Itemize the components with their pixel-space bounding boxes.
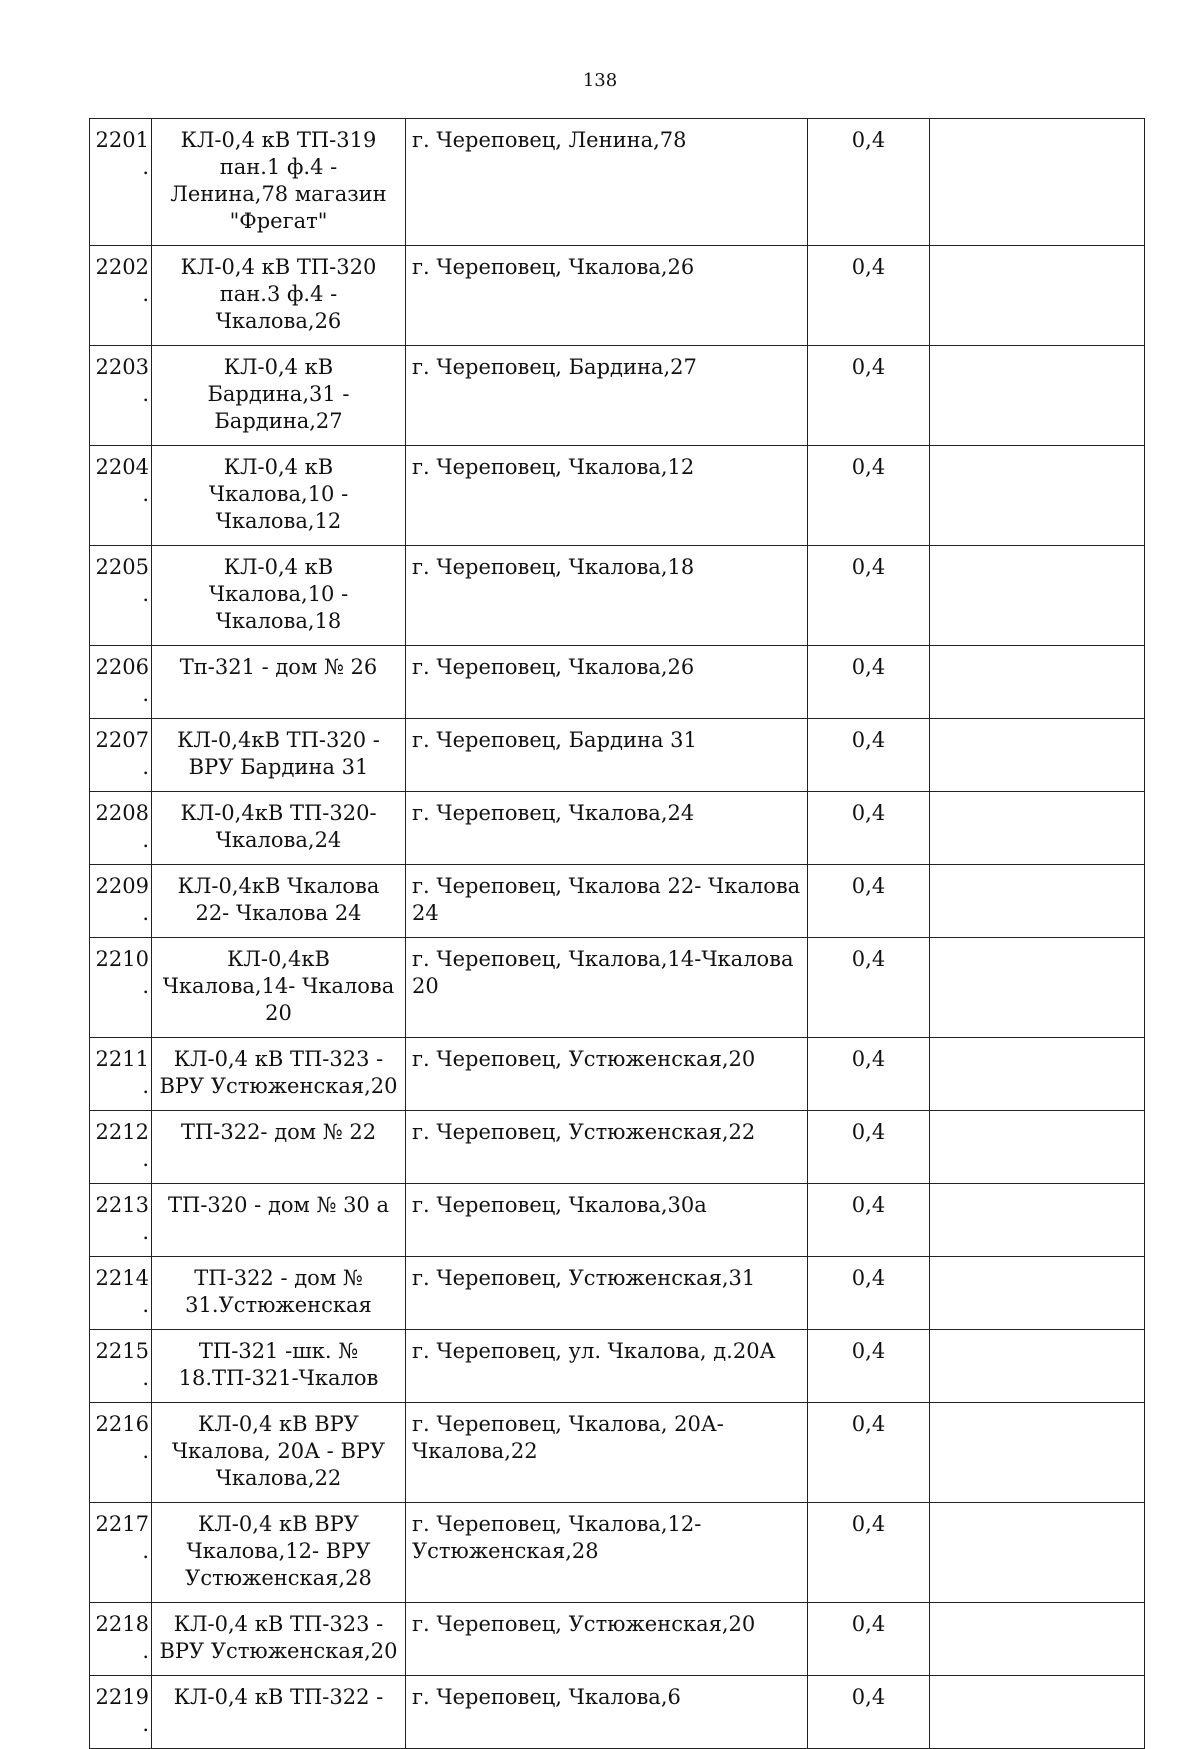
table-row [90, 1676, 1145, 1749]
table-row [90, 1330, 1145, 1403]
row-number-cell: 2219. [90, 1676, 152, 1749]
table-row [90, 1603, 1145, 1676]
voltage-cell: 0,4 [808, 546, 930, 646]
table-row [90, 1403, 1145, 1503]
address-cell: г. Череповец, Чкалова,24 [406, 792, 808, 865]
empty-cell [930, 1403, 1145, 1503]
object-name-cell: КЛ-0,4кВ ТП-320 - ВРУ Бардина 31 [152, 719, 406, 792]
empty-cell [930, 865, 1145, 938]
empty-cell [930, 1184, 1145, 1257]
row-number-cell: 2212. [90, 1111, 152, 1184]
voltage-cell: 0,4 [808, 938, 930, 1038]
address-cell: г. Череповец, Чкалова,26 [406, 246, 808, 346]
empty-cell [930, 1111, 1145, 1184]
object-name-cell: КЛ-0,4кВ ТП-320- Чкалова,24 [152, 792, 406, 865]
voltage-cell: 0,4 [808, 1403, 930, 1503]
table-row [90, 1111, 1145, 1184]
row-number-cell: 2202. [90, 246, 152, 346]
table-row [90, 446, 1145, 546]
address-cell: г. Череповец, Устюженская,31 [406, 1257, 808, 1330]
object-name-cell: Тп-321 - дом № 26 [152, 646, 406, 719]
address-cell: г. Череповец, Чкалова,30а [406, 1184, 808, 1257]
page-number: 138 [582, 70, 618, 91]
table-row [90, 646, 1145, 719]
table-row [90, 1184, 1145, 1257]
empty-cell [930, 1503, 1145, 1603]
row-number-cell: 2214. [90, 1257, 152, 1330]
table-row [90, 1038, 1145, 1111]
row-number-cell: 2205. [90, 546, 152, 646]
voltage-cell: 0,4 [808, 865, 930, 938]
row-number-cell: 2215. [90, 1330, 152, 1403]
empty-cell [930, 1257, 1145, 1330]
row-number-cell: 2201. [90, 119, 152, 246]
empty-cell [930, 938, 1145, 1038]
address-cell: г. Череповец, Устюженская,20 [406, 1038, 808, 1111]
object-name-cell: КЛ-0,4 кВ ТП-322 - [152, 1676, 406, 1749]
address-cell: г. Череповец, Устюженская,20 [406, 1603, 808, 1676]
row-number-cell: 2210. [90, 938, 152, 1038]
voltage-cell: 0,4 [808, 1111, 930, 1184]
empty-cell [930, 719, 1145, 792]
empty-cell [930, 346, 1145, 446]
voltage-cell: 0,4 [808, 1038, 930, 1111]
object-name-cell: КЛ-0,4 кВ ВРУ Чкалова, 20А - ВРУ Чкалова,22 [152, 1403, 406, 1503]
row-number-cell: 2203. [90, 346, 152, 446]
empty-cell [930, 1330, 1145, 1403]
address-cell: г. Череповец, Ленина,78 [406, 119, 808, 246]
table-row [90, 119, 1145, 246]
empty-cell [930, 792, 1145, 865]
object-name-cell: КЛ-0,4 кВ ВРУ Чкалова,12- ВРУ Устюженская,28 [152, 1503, 406, 1603]
empty-cell [930, 246, 1145, 346]
object-name-cell: КЛ-0,4кВ Чкалова 22- Чкалова 24 [152, 865, 406, 938]
address-cell: г. Череповец, Бардина,27 [406, 346, 808, 446]
object-name-cell: КЛ-0,4 кВ ТП-323 - ВРУ Устюженская,20 [152, 1603, 406, 1676]
object-name-cell: КЛ-0,4 кВ ТП-320 пан.3 ф.4 - Чкалова,26 [152, 246, 406, 346]
address-cell: г. Череповец, Чкалова,26 [406, 646, 808, 719]
row-number-cell: 2207. [90, 719, 152, 792]
voltage-cell: 0,4 [808, 1257, 930, 1330]
voltage-cell: 0,4 [808, 246, 930, 346]
voltage-cell: 0,4 [808, 792, 930, 865]
address-cell: г. Череповец, ул. Чкалова, д.20А [406, 1330, 808, 1403]
object-name-cell: ТП-320 - дом № 30 а [152, 1184, 406, 1257]
address-cell: г. Череповец, Чкалова,18 [406, 546, 808, 646]
empty-cell [930, 119, 1145, 246]
empty-cell [930, 1038, 1145, 1111]
row-number-cell: 2211. [90, 1038, 152, 1111]
address-cell: г. Череповец, Чкалова,12- Устюженская,28 [406, 1503, 808, 1603]
table-row [90, 546, 1145, 646]
address-cell: г. Череповец, Бардина 31 [406, 719, 808, 792]
object-name-cell: КЛ-0,4 кВ Бардина,31 - Бардина,27 [152, 346, 406, 446]
object-name-cell: КЛ-0,4 кВ ТП-319 пан.1 ф.4 - Ленина,78 магазин "Фрегат" [152, 119, 406, 246]
object-name-cell: КЛ-0,4кВ Чкалова,14- Чкалова 20 [152, 938, 406, 1038]
row-number-cell: 2204. [90, 446, 152, 546]
object-name-cell: ТП-322 - дом № 31.Устюженская [152, 1257, 406, 1330]
address-cell: г. Череповец, Чкалова,12 [406, 446, 808, 546]
row-number-cell: 2208. [90, 792, 152, 865]
empty-cell [930, 1676, 1145, 1749]
table-row [90, 1257, 1145, 1330]
object-name-cell: ТП-322- дом № 22 [152, 1111, 406, 1184]
table-row [90, 938, 1145, 1038]
empty-cell [930, 546, 1145, 646]
table-row [90, 792, 1145, 865]
object-name-cell: КЛ-0,4 кВ ТП-323 - ВРУ Устюженская,20 [152, 1038, 406, 1111]
object-name-cell: ТП-321 -шк. № 18.ТП-321-Чкалов [152, 1330, 406, 1403]
object-name-cell: КЛ-0,4 кВ Чкалова,10 - Чкалова,12 [152, 446, 406, 546]
table-row [90, 1503, 1145, 1603]
address-cell: г. Череповец, Чкалова,14-Чкалова 20 [406, 938, 808, 1038]
registry-table [89, 118, 1145, 1749]
address-cell: г. Череповец, Чкалова, 20А- Чкалова,22 [406, 1403, 808, 1503]
empty-cell [930, 1603, 1145, 1676]
empty-cell [930, 446, 1145, 546]
object-name-cell: КЛ-0,4 кВ Чкалова,10 - Чкалова,18 [152, 546, 406, 646]
voltage-cell: 0,4 [808, 119, 930, 246]
table-row [90, 719, 1145, 792]
voltage-cell: 0,4 [808, 1184, 930, 1257]
voltage-cell: 0,4 [808, 1603, 930, 1676]
voltage-cell: 0,4 [808, 346, 930, 446]
row-number-cell: 2213. [90, 1184, 152, 1257]
row-number-cell: 2217. [90, 1503, 152, 1603]
address-cell: г. Череповец, Устюженская,22 [406, 1111, 808, 1184]
voltage-cell: 0,4 [808, 1503, 930, 1603]
voltage-cell: 0,4 [808, 1330, 930, 1403]
address-cell: г. Череповец, Чкалова 22- Чкалова 24 [406, 865, 808, 938]
row-number-cell: 2218. [90, 1603, 152, 1676]
table-row [90, 865, 1145, 938]
row-number-cell: 2206. [90, 646, 152, 719]
voltage-cell: 0,4 [808, 446, 930, 546]
row-number-cell: 2209. [90, 865, 152, 938]
row-number-cell: 2216. [90, 1403, 152, 1503]
table-row [90, 246, 1145, 346]
empty-cell [930, 646, 1145, 719]
address-cell: г. Череповец, Чкалова,6 [406, 1676, 808, 1749]
table-row [90, 346, 1145, 446]
voltage-cell: 0,4 [808, 1676, 930, 1749]
voltage-cell: 0,4 [808, 719, 930, 792]
voltage-cell: 0,4 [808, 646, 930, 719]
